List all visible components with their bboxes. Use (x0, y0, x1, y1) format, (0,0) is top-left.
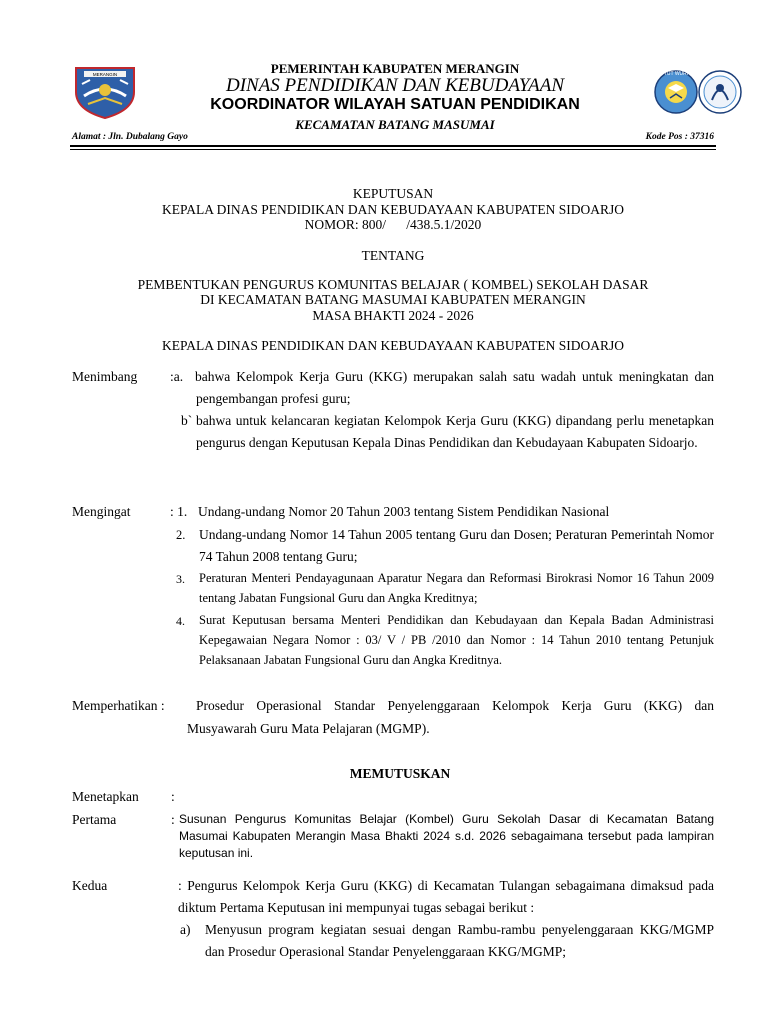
menimbang-label: Menimbang (72, 369, 138, 384)
mengingat-3-text: Peraturan Menteri Pendayagunaan Aparatur Negara dan Reformasi Birokrasi Nomor 16 Tahun 2009 tentang Jabatan Fungsional Guru dan Angka Kreditnya; (199, 571, 714, 605)
letterhead-postal-code: Kode Pos : 37316 (645, 132, 714, 142)
mengingat-4-text: Surat Keputusan bersama Menteri Pendidikan dan Kebudayaan dan Kepala Badan Administrasi Kepegawaian Negara Nomor : 03/ V / PB /2010 dan Nomor : 14 Tahun 2010 tentang Petunjuk Pelaksanaan Jabatan Fungsional Guru dan Angka Kreditnya. (199, 613, 714, 667)
letterhead-divider-thin (70, 149, 716, 150)
mengingat-3-marker: 3. (176, 572, 185, 586)
menetapkan-label: Menetapkan (72, 789, 139, 804)
memperhatikan-line2: Musyawarah Guru Mata Pelajaran (MGMP). (187, 721, 430, 736)
kedua-label: Kedua (72, 878, 108, 893)
letterhead-divider (70, 145, 716, 147)
pertama-label: Pertama (72, 812, 117, 827)
memperhatikan-label: Memperhatikan : (72, 698, 165, 713)
decree-number: NOMOR: 800/ /438.5.1/2020 (304, 217, 482, 232)
letterhead-agency: DINAS PENDIDIKAN DAN KEBUDAYAAN (225, 75, 565, 96)
decree-subject-line1: PEMBENTUKAN PENGURUS KOMUNITAS BELAJAR ( KOMBEL) SEKOLAH DASAR (137, 277, 649, 292)
decree-tentang: TENTANG (361, 248, 425, 263)
menimbang-b-text: bahwa untuk kelancaran kegiatan Kelompok Kerja Guru (KKG) dipandang perlu menetapkan pengurus dengan Keputusan Kepala Dinas Pendidikan dan Kebudayaan Kabupaten Sidoarjo. (196, 413, 714, 450)
decree-official: KEPALA DINAS PENDIDIKAN DAN KEBUDAYAAN KABUPATEN SIDOARJO (161, 338, 625, 353)
pertama-colon: : (171, 812, 175, 827)
decree-subject-line2: DI KECAMATAN BATANG MASUMAI KABUPATEN MERANGIN (200, 292, 586, 307)
menimbang-b-marker: b` (181, 413, 193, 428)
kedua-a-text: Menyusun program kegiatan sesuai dengan Rambu-rambu penyelenggaraan KKG/MGMP dan Prosedur Operasional Standar Penyelenggaraan KKG/MGMP; (205, 922, 714, 959)
mengingat-1-marker: : 1. (170, 504, 188, 519)
letterhead-district: KECAMATAN BATANG MASUMAI (295, 117, 495, 132)
mengingat-1-text: Undang-undang Nomor 20 Tahun 2003 tentang Sistem Pendidikan Nasional (198, 504, 610, 519)
tut-wuri-handayani-logo-icon (652, 62, 744, 122)
mengingat-label: Mengingat (72, 504, 131, 519)
mengingat-2-marker: 2. (176, 528, 186, 542)
mengingat-2-text: Undang-undang Nomor 14 Tahun 2005 tentang Guru dan Dosen; Peraturan Pemerintah Nomor 74 Tahun 2008 tentang Guru; (199, 527, 714, 564)
menimbang-a-text: bahwa Kelompok Kerja Guru (KKG) merupakan salah satu wadah untuk meningkatan dan pengembangan profesi guru; (195, 369, 714, 406)
decree-subject-line3: MASA BHAKTI 2024 - 2026 (312, 308, 474, 323)
svg-text:TUT WURI: TUT WURI (663, 71, 689, 77)
menetapkan-colon: : (171, 789, 175, 804)
kedua-a-marker: a) (180, 922, 191, 937)
memperhatikan-line1: Prosedur Operasional Standar Penyelenggaraan Kelompok Kerja Guru (KKG) dan (196, 698, 714, 713)
letterhead-government: PEMERINTAH KABUPATEN MERANGIN (270, 61, 520, 76)
merangin-emblem-icon (70, 62, 140, 120)
pertama-text: Susunan Pengurus Komunitas Belajar (Kombel) Guru Sekolah Dasar di Kecamatan Batang Masumai Kabupaten Merangin Masa Bhakti 2024 s.d. 2026 sebagaimana tersebut pada lampiran keputusan ini. (179, 812, 714, 860)
mengingat-4-marker: 4. (176, 614, 185, 628)
memutuskan-heading: MEMUTUSKAN (349, 766, 451, 781)
decree-heading: KEPUTUSAN (352, 186, 434, 201)
svg-text:MERANGIN: MERANGIN (92, 72, 118, 77)
decree-issuer: KEPALA DINAS PENDIDIKAN DAN KEBUDAYAAN KABUPATEN SIDOARJO (161, 202, 625, 217)
letterhead-coordinator: KOORDINATOR WILAYAH SATUAN PENDIDIKAN (210, 96, 580, 113)
letterhead-address: Alamat : Jln. Dubalang Gayo (72, 132, 188, 142)
menimbang-a-marker: :a. (170, 369, 184, 384)
kedua-text: : Pengurus Kelompok Kerja Guru (KKG) di Kecamatan Tulangan sebagaimana dimaksud pada diktum Pertama Keputusan ini mempunyai tugas sebagai berikut : (178, 878, 714, 915)
